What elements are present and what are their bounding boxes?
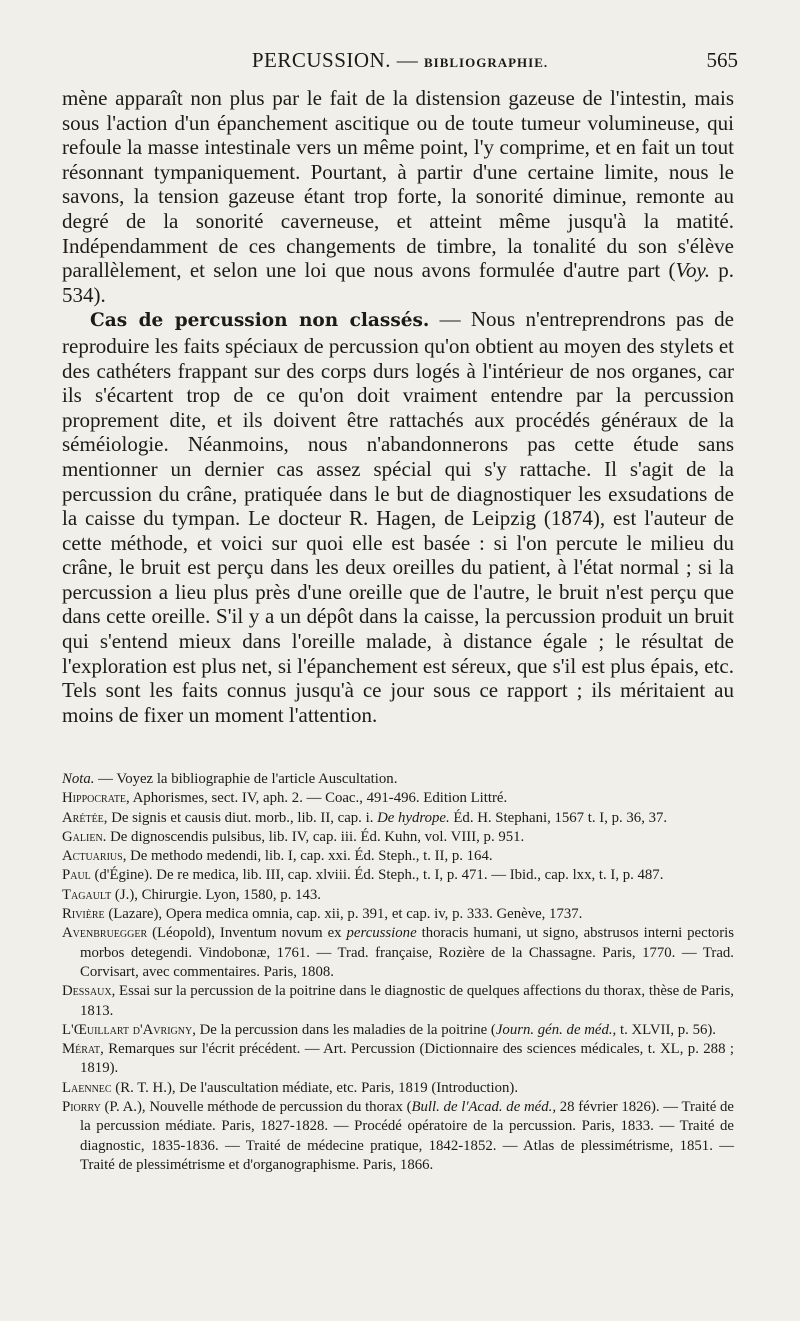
paragraph-1-voy: Voy. (675, 258, 710, 283)
bib-entry-paul (62, 866, 734, 885)
bib-text: (P. A.), Nouvelle méthode de percussion du thorax ( (100, 1099, 412, 1116)
nota-text: — Voyez la bibliographie de l'article Auscultation. (94, 771, 398, 787)
bib-author: Arétée, (62, 809, 108, 826)
bib-author: Mérat, (62, 1041, 104, 1058)
bib-author: Dessaux, (62, 983, 116, 1000)
bib-title: Journ. gén. de méd., (495, 1021, 617, 1038)
bib-text: De signis et causis diut. morb., lib. II, cap. i. (107, 809, 378, 826)
bib-author: Laennec (62, 1079, 112, 1096)
running-title-sub: BIBLIOGRAPHIE. (423, 55, 549, 70)
bib-author: Hippocrate, (62, 790, 130, 807)
bib-title: Bull. de l'Acad. de méd., (411, 1099, 557, 1116)
page-number: 565 (706, 48, 738, 72)
bib-author: Galien. (62, 828, 107, 845)
bib-text: (R. T. H.), De l'auscultation médiate, etc. Paris, 1819 (Introduction). (111, 1079, 519, 1096)
bibliography (62, 770, 734, 1175)
running-title (62, 48, 738, 73)
bib-entry-actuarius (62, 847, 734, 866)
bib-text-end: Éd. H. Stephani, 1567 t. I, p. 36, 37. (449, 809, 668, 826)
bib-text-end: 28 février 1826). — Traité de la percussion médiate. Paris, 1827-1828. — Procédé opératoire de la percussion. Paris, 1833. — Traité de diagnostic, 1835-1836. — Traité de médecine pratique, 1842-1852. — Atlas de plessimétrisme, 1851. — Traité de plessimétrisme et d'organographisme. Paris, 1866. (80, 1099, 734, 1173)
bib-text: De methodo medendi, lib. I, cap. xxi. Éd. Steph., t. II, p. 164. (126, 848, 493, 865)
running-title-main: PERCUSSION. (251, 48, 391, 72)
page-header (62, 48, 738, 78)
section-heading: Cas de percussion non classés. (90, 310, 430, 332)
bib-title: percussione (346, 925, 417, 942)
bib-text: Aphorismes, sect. IV, aph. 2. — Coac., 491-496. Edition Littré. (129, 790, 508, 807)
bib-author: Avenbruegger (62, 925, 148, 942)
bib-text-end: t. XLVII, p. 56). (616, 1021, 716, 1038)
bib-text: Remarques sur l'écrit précédent. — Art. Percussion (Dictionnaire des sciences médicales, t. XL, p. 288 ; 1819). (80, 1041, 734, 1077)
bib-text: (J.), Chirurgie. Lyon, 1580, p. 143. (111, 886, 321, 903)
bib-author: Actuarius, (62, 848, 127, 865)
bib-entry-avenbruegger (62, 924, 734, 982)
bib-entry-dessaux (62, 982, 734, 1021)
bib-text: (Lazare), Opera medica omnia, cap. xii, p. 391, et cap. iv, p. 333. Genève, 1737. (104, 906, 583, 923)
bib-entry-aretee (62, 809, 734, 828)
main-text (62, 86, 734, 727)
bib-text: Essai sur la percussion de la poitrine dans le diagnostic de quelques affections du thorax, thèse de Paris, 1813. (80, 983, 734, 1019)
bib-entry-avrigny (62, 1021, 734, 1040)
bib-text: De la percussion dans les maladies de la poitrine ( (195, 1021, 496, 1038)
paragraph-2 (62, 307, 734, 727)
bib-text: De dignoscendis pulsibus, lib. IV, cap. iii. Éd. Kuhn, vol. VIII, p. 951. (106, 828, 525, 845)
paragraph-1 (62, 86, 734, 307)
bib-entry-piorry (62, 1098, 734, 1175)
running-title-dash: — (390, 48, 424, 72)
bib-title: De hydrope. (377, 809, 450, 826)
bib-author: Tagault (62, 886, 112, 903)
paragraph-1-text: mène apparaît non plus par le fait de la distension gazeuse de l'intestin, mais sous l'action d'un épanchement ascitique ou de toute tumeur volumineuse, qui refoule la masse intestinale vers un même point, l'y comprime, et en fait un tout résonnant tympaniquement. Pourtant, à partir d'une certaine limite, nous le savons, la tension gazeuse étant trop forte, la sonorité diminue, remonte au degré de la sonorité caverneuse, et atteint même jusqu'à la matité. Indépendamment de ces changements de timbre, la tonalité du son s'élève parallèlement, et selon une loi que nous avons formulée d'autre part ( (62, 86, 734, 283)
bib-author: Paul (62, 867, 91, 884)
bib-author: Rivière (62, 906, 105, 923)
paragraph-2-text: — Nous n'entreprendrons pas de reproduire les faits spéciaux de percussion qu'on obtient au moyen des stylets et des cathéters frappant sur des corps durs logés à l'intérieur de nos organes, car ils s'écartent trop de ce qu'on doit vraiment entendre par la percussion proprement dite, et ils doivent être rattachés aux procédés généraux de la séméiologie. Néanmoins, nous n'abandonnerons pas cette étude sans mentionner un dernier cas assez spécial qui s'y rattache. Il s'agit de la percussion du crâne, pratiquée dans le but de diagnostiquer les exsudations de la caisse du tympan. Le docteur R. Hagen, de Leipzig (1874), est l'auteur de cette méthode, et voici sur quoi elle est basée : si l'on percute le milieu du crâne, le bruit est perçu dans les deux oreilles du patient, à l'état normal ; si la percussion a lieu plus près d'une oreille que de l'autre, le bruit n'est perçu que dans cette oreille. S'il y a un dépôt dans la caisse, la percussion produit un bruit qui s'entend mieux dans l'oreille malade, à distance égale ; le résultat de l'exploration est plus net, si l'épanchement est séreux, que s'il est plus épais, etc. Tels sont les faits connus jusqu'à ce jour sous ce rapport ; ils méritaient au moins de fixer un moment l'attention. (62, 307, 734, 727)
bib-author: L'Œuillart d'Avrigny, (62, 1021, 196, 1038)
bib-note (62, 770, 734, 789)
bib-entry-laennec (62, 1079, 734, 1098)
bib-text-end: thoracis humani, ut signo, abstrusos interni pectoris morbos detegendi. Vindobonæ, 1761. — Trad. française, Rozière de la Chassagne. Paris, 1770. — Trad. Corvisart, avec commentaires. Paris, 1808. (80, 925, 735, 980)
bib-entry-merat (62, 1040, 734, 1079)
paragraph-1-end: p. 534). (62, 258, 735, 307)
bib-entry-tagault (62, 886, 734, 905)
bib-entry-riviere (62, 905, 734, 924)
bib-text: (d'Égine). De re medica, lib. III, cap. xlviii. Éd. Steph., t. I, p. 471. — Ibid., cap. lxx, t. I, p. 487. (90, 867, 664, 884)
bib-text: (Léopold), Inventum novum ex (147, 925, 347, 942)
bib-entry-hippocrate (62, 789, 734, 808)
bib-entry-galien (62, 828, 734, 847)
nota-label: Nota. (62, 771, 95, 787)
bib-author: Piorry (62, 1099, 101, 1116)
